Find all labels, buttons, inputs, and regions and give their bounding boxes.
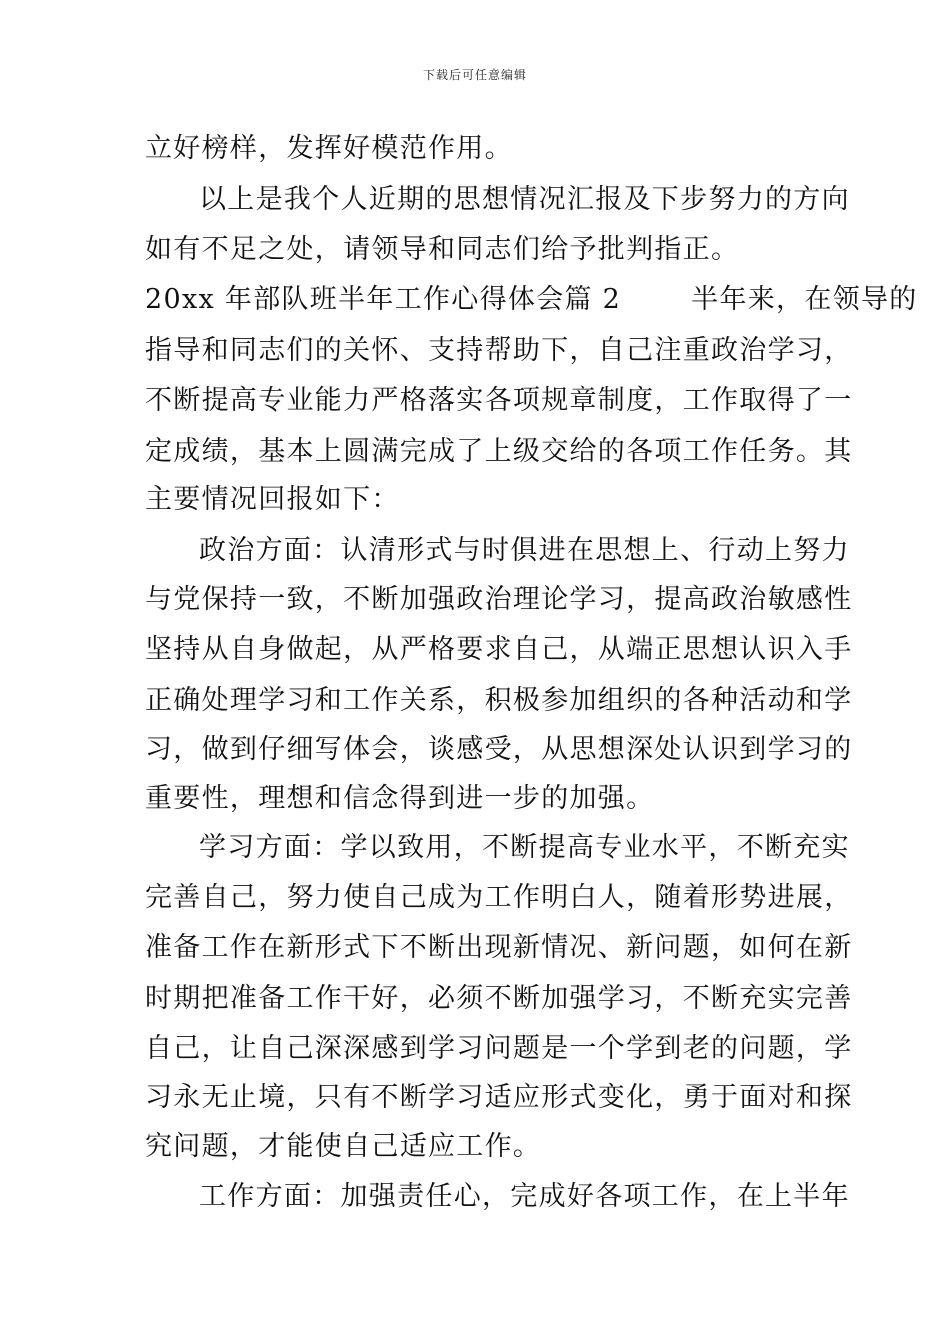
- paragraph-line: 时期把准备工作干好，必须不断加强学习，不断充实完善: [145, 983, 853, 1014]
- paragraph-line: 重要性，理想和信念得到进一步的加强。: [145, 783, 655, 814]
- paragraph-line: 自己，让自己深深感到学习问题是一个学到老的问题，学: [145, 1033, 853, 1064]
- paragraph-line: 定成绩，基本上圆满完成了上级交给的各项工作任务。其: [145, 436, 853, 467]
- paragraph-line: 以上是我个人近期的思想情况汇报及下步努力的方向: [199, 184, 850, 215]
- paragraph-line: 立好榜样，发挥好模范作用。: [145, 133, 513, 164]
- paragraph-line: 完善自己，努力使自己成为工作明白人，随着形势进展，: [145, 882, 853, 913]
- paragraph-line: 政治方面：认清形式与时俱进在思想上、行动上努力: [199, 535, 850, 566]
- section-heading-continuation: 半年来，在领导的: [691, 284, 918, 315]
- paragraph-line: 坚持从自身做起，从严格要求自己，从端正思想认识入手: [145, 634, 853, 665]
- header-note: 下载后可任意编辑: [422, 68, 527, 82]
- paragraph-line: 学习方面：学以致用，不断提高专业水平，不断充实: [199, 832, 850, 863]
- paragraph-line: 究问题，才能使自己适应工作。: [145, 1131, 542, 1162]
- paragraph-line: 主要情况回报如下：: [145, 484, 400, 515]
- paragraph-line: 如有不足之处，请领导和同志们给予批判指正。: [145, 234, 740, 265]
- paragraph-line: 准备工作在新形式下不断出现新情况、新问题，如何在新: [145, 932, 853, 963]
- paragraph-line: 与党保持一致，不断加强政治理论学习，提高政治敏感性: [145, 584, 853, 615]
- paragraph-line: 不断提高专业能力严格落实各项规章制度，工作取得了一: [145, 385, 853, 416]
- paragraph-line: 工作方面：加强责任心，完成好各项工作，在上半年: [199, 1181, 850, 1212]
- paragraph-line: 习永无止境，只有不断学习适应形式变化，勇于面对和探: [145, 1082, 853, 1113]
- section-heading-line: [145, 282, 918, 318]
- paragraph-line: 指导和同志们的关怀、支持帮助下，自己注重政治学习，: [145, 335, 853, 366]
- section-heading-title: 20xx 年部队班半年工作心得体会篇 2: [145, 284, 622, 315]
- paragraph-line: 习，做到仔细写体会，谈感受，从思想深处认识到学习的: [145, 734, 853, 765]
- paragraph-line: 正确处理学习和工作关系，积极参加组织的各种活动和学: [145, 685, 853, 716]
